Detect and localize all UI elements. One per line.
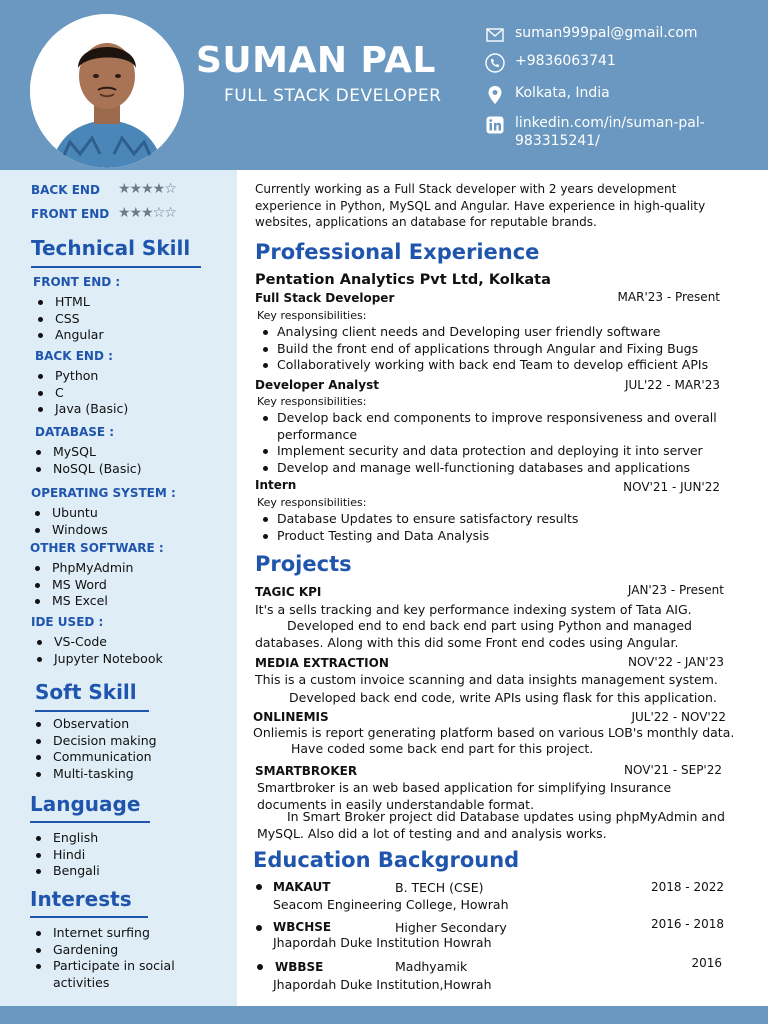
education-years: 2018 - 2022 (650, 880, 724, 894)
mail-icon (484, 24, 506, 46)
rating-stars-frontend: ★★★☆☆ (118, 205, 176, 221)
education-degree: Higher Secondary (395, 920, 507, 935)
projects-heading: Projects (255, 552, 352, 576)
bullet-dot (257, 964, 263, 970)
rating-stars-backend: ★★★★☆ (118, 181, 176, 197)
job-title: Intern (255, 478, 297, 492)
list-item: Collaboratively working with back end Team to develop efficient APIs (255, 357, 725, 374)
bullet-dot (256, 884, 262, 890)
list-item: NoSQL (Basic) (33, 461, 142, 478)
list-item: Hindi (33, 847, 100, 864)
skill-group-title: OTHER SOFTWARE : (30, 541, 164, 555)
list-item: Develop back end components to improve responsiveness and overall performance (255, 410, 725, 443)
candidate-role: FULL STACK DEVELOPER (224, 86, 442, 106)
list-item: Java (Basic) (35, 401, 128, 418)
skill-group-title: BACK END : (35, 349, 113, 363)
level-label-backend: BACK END (31, 183, 100, 197)
interests-heading: Interests (30, 887, 132, 911)
job-bullets (255, 324, 725, 374)
list-item: Internet surfing (33, 925, 175, 942)
contact-location (484, 84, 754, 106)
project-description: Onliemis is report generating platform based on various LOB's monthly data. (253, 725, 735, 740)
education-degree: B. TECH (CSE) (395, 880, 484, 895)
skill-group-title: OPERATING SYSTEM : (31, 486, 176, 500)
header-banner (0, 0, 768, 170)
list-item: English (33, 830, 100, 847)
sidebar (0, 170, 237, 1006)
phone-text: +9836063741 (515, 53, 616, 69)
location-pin-icon (484, 84, 506, 106)
list-item: Analysing client needs and Developing user friendly software (255, 324, 725, 341)
project-description: It's a sells tracking and key performance indexing system of Tata AIG. (255, 602, 692, 617)
skill-list-ide (34, 634, 163, 667)
heading-underline (35, 710, 149, 712)
list-item: MySQL (33, 444, 142, 461)
education-years: 2016 (691, 956, 722, 970)
contact-email[interactable] (484, 24, 754, 46)
list-item: CSS (35, 311, 104, 328)
list-item: Bengali (33, 863, 100, 880)
list-item: C (35, 385, 128, 402)
bullet-dot (256, 925, 262, 931)
profile-photo (30, 14, 184, 168)
project-date: JUL'22 - NOV'22 (631, 710, 726, 724)
project-title: ONLINEMIS (253, 710, 329, 724)
list-item: Ubuntu (32, 505, 108, 522)
list-item: Product Testing and Data Analysis (255, 528, 725, 545)
list-item: Windows (32, 522, 108, 539)
project-description: Smartbroker is an web based application for simplifying Insurance documents in easily understandable format. (257, 780, 672, 812)
education-years: 2016 - 2018 (650, 917, 724, 931)
list-item: HTML (35, 294, 104, 311)
skill-group-title: FRONT END : (33, 275, 121, 289)
list-item: Python (35, 368, 128, 385)
job-title: Full Stack Developer (255, 291, 395, 305)
job-date: NOV'21 - JUN'22 (623, 480, 720, 494)
experience-heading: Professional Experience (255, 240, 540, 264)
job-bullets (255, 511, 725, 544)
profile-summary: Currently working as a Full Stack developer with 2 years development experience in Python, MySQL and Angular. Have experience in high-quality websites, applications an database for reputable brands. (255, 182, 706, 229)
list-item: Build the front end of applications through Angular and Fixing Bugs (255, 341, 725, 358)
list-item: Database Updates to ensure satisfactory results (255, 511, 725, 528)
project-title: MEDIA EXTRACTION (255, 656, 389, 670)
education-board: WBBSE (275, 960, 324, 974)
list-item: Observation (33, 716, 157, 733)
contact-phone[interactable] (484, 52, 754, 74)
heading-underline (30, 916, 148, 918)
job-date: MAR'23 - Present (617, 290, 720, 304)
project-date: NOV'21 - SEP'22 (624, 763, 722, 777)
heading-underline (30, 821, 150, 823)
linkedin-icon (484, 114, 506, 136)
heading-underline (31, 266, 201, 268)
skill-group-title: IDE USED : (31, 615, 104, 629)
education-school: Jhapordah Duke Institution,Howrah (273, 977, 492, 992)
project-work: In Smart Broker project did Database updates using phpMyAdmin and MySQL. Also did a lot of testing and and analysis works. (257, 809, 725, 841)
key-responsibilities-label: Key responsibilities: (257, 309, 367, 322)
list-item: Implement security and data protection and deploying it into server (255, 443, 725, 460)
project-work: Developed end to end back end part using Python and managed databases. Along with this did some Front end codes using Angular. (255, 618, 692, 650)
level-label-frontend: FRONT END (31, 207, 110, 221)
skill-group-title: DATABASE : (35, 425, 115, 439)
education-school: Seacom Engineering College, Howrah (273, 897, 509, 912)
list-item: MS Word (32, 577, 133, 594)
project-work: Developed back end code, write APIs using flask for this application. (289, 690, 717, 705)
list-item: MS Excel (32, 593, 133, 610)
skill-list-backend (35, 368, 128, 418)
project-title: TAGIC KPI (255, 585, 322, 599)
skill-list-software (32, 560, 133, 610)
project-title: SMARTBROKER (255, 764, 358, 778)
contact-linkedin[interactable] (484, 114, 754, 150)
skill-list-os (32, 505, 108, 538)
key-responsibilities-label: Key responsibilities: (257, 496, 367, 509)
education-degree: Madhyamik (395, 959, 468, 974)
technical-skill-heading: Technical Skill (31, 236, 191, 260)
avatar-icon (30, 14, 184, 168)
job-title: Developer Analyst (255, 378, 379, 392)
skill-list-frontend (35, 294, 104, 344)
project-description: This is a custom invoice scanning and data insights management system. (255, 672, 718, 687)
list-item: Communication (33, 749, 157, 766)
language-heading: Language (30, 792, 141, 816)
candidate-name: SUMAN PAL (196, 40, 436, 81)
interests-list (33, 925, 175, 991)
linkedin-text: linkedin.com/in/suman-pal- 983315241/ (515, 115, 705, 149)
education-heading: Education Background (253, 848, 520, 872)
list-item: Gardening (33, 942, 175, 959)
email-text: suman999pal@gmail.com (515, 25, 698, 41)
list-item: activities (33, 975, 175, 992)
education-school: Jhapordah Duke Institution Howrah (273, 935, 492, 950)
key-responsibilities-label: Key responsibilities: (257, 395, 367, 408)
project-date: NOV'22 - JAN'23 (627, 655, 724, 669)
list-item: Jupyter Notebook (34, 651, 163, 668)
job-bullets (255, 410, 725, 476)
soft-skill-heading: Soft Skill (35, 680, 137, 704)
list-item: Decision making (33, 733, 157, 750)
location-text: Kolkata, India (515, 85, 610, 101)
list-item: Participate in social (33, 958, 175, 975)
language-list (33, 830, 100, 880)
list-item: Angular (35, 327, 104, 344)
soft-skill-list (33, 716, 157, 782)
list-item: Develop and manage well-functioning databases and applications (255, 460, 725, 477)
education-board: MAKAUT (273, 880, 331, 894)
project-date: JAN'23 - Present (627, 583, 724, 597)
list-item: PhpMyAdmin (32, 560, 133, 577)
project-work: Have coded some back end part for this project. (291, 741, 594, 756)
company-name: Pentation Analytics Pvt Ltd, Kolkata (255, 272, 551, 288)
phone-icon (484, 52, 506, 74)
education-board: WBCHSE (273, 920, 332, 934)
list-item: VS-Code (34, 634, 163, 651)
footer-bar (0, 1006, 768, 1024)
job-date: JUL'22 - MAR'23 (624, 378, 720, 392)
skill-list-database (33, 444, 142, 477)
list-item: Multi-tasking (33, 766, 157, 783)
